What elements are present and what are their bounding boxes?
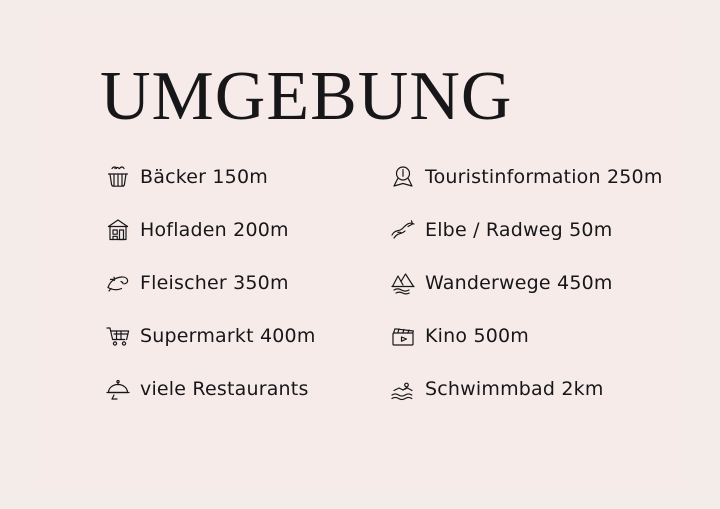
list-item-label: Schwimmbad 2km [425,378,604,400]
list-item [381,211,666,249]
swimmer-icon [381,370,425,408]
list-item [381,370,666,408]
clapperboard-cinema-icon [381,317,425,355]
list-item [96,158,381,196]
list-item [381,158,666,196]
river-road-icon [381,211,425,249]
list-item-label: Fleischer 350m [140,272,289,294]
page-title: UMGEBUNG [100,58,513,135]
info-card [36,18,684,491]
list-item-label: viele Restaurants [140,378,309,400]
hiking-trail-icon [381,264,425,302]
list-item-label: Kino 500m [425,325,530,347]
list-item-label: Bäcker 150m [140,166,268,188]
list-item [96,264,381,302]
list-item [96,317,381,355]
list-item [96,211,381,249]
amenities-column-left [96,158,381,408]
butcher-meat-icon [96,264,140,302]
list-item [96,370,381,408]
list-item [381,317,666,355]
list-item-label: Hofladen 200m [140,219,289,241]
list-item [381,264,666,302]
information-map-pin-icon [381,158,425,196]
amenities-column-right [381,158,666,408]
shopping-cart-icon [96,317,140,355]
list-item-label: Supermarkt 400m [140,325,316,347]
farm-shop-icon [96,211,140,249]
bakery-basket-icon [96,158,140,196]
list-item-label: Elbe / Radweg 50m [425,219,613,241]
cloche-restaurant-icon [96,370,140,408]
amenities-columns [96,158,666,408]
list-item-label: Wanderwege 450m [425,272,613,294]
list-item-label: Touristinformation 250m [425,166,663,188]
